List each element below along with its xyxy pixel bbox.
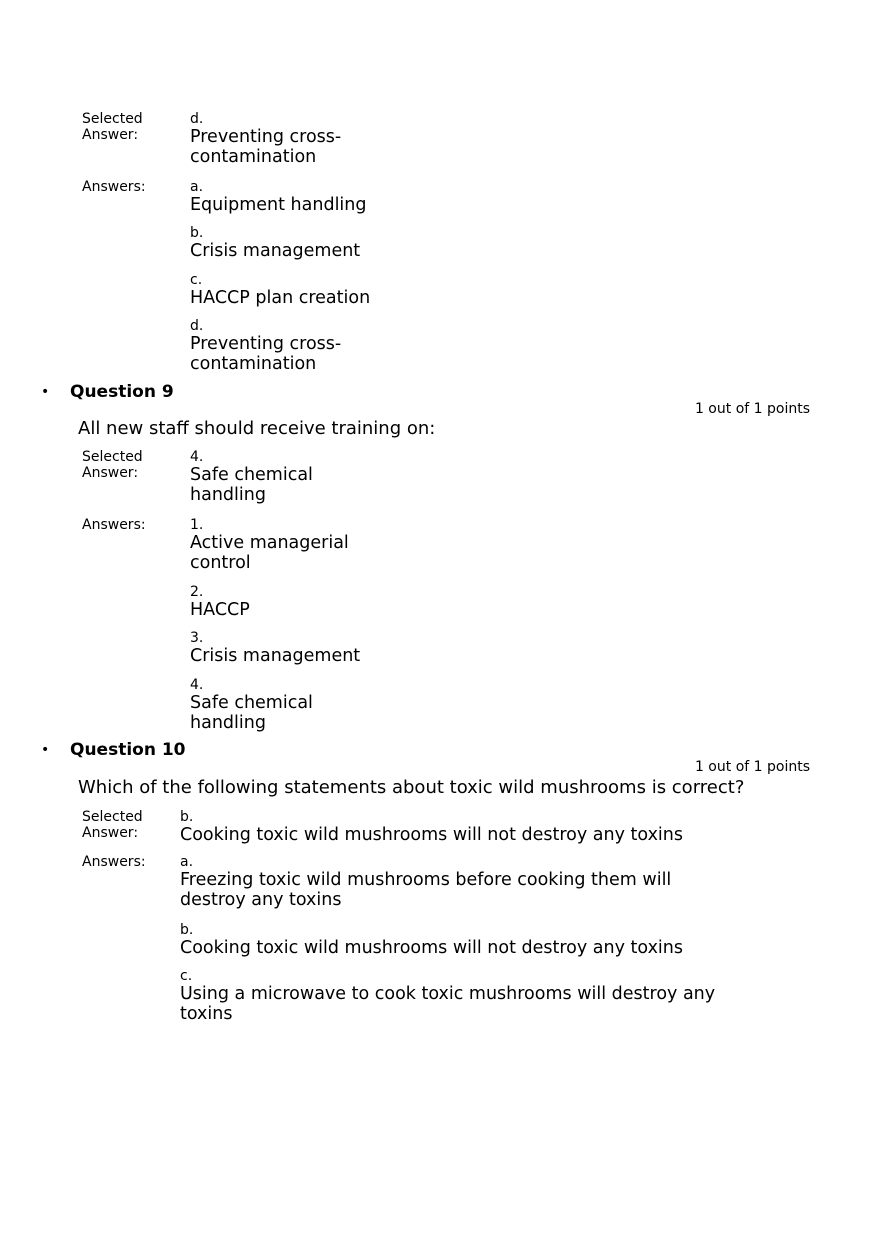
answer-letter: c. xyxy=(190,272,203,288)
answer-letter: 3. xyxy=(190,630,204,646)
answer-option xyxy=(180,854,690,910)
answer-text: HACCP plan creation xyxy=(190,288,371,308)
answer-letter: b. xyxy=(190,225,204,241)
answer-option xyxy=(190,517,360,573)
question-text: Which of the following statements about toxic wild mushrooms is correct? xyxy=(78,777,745,798)
answers-label: Answers: xyxy=(82,517,146,533)
selected-answer-label xyxy=(82,449,143,481)
question-title: Question 9 xyxy=(70,382,174,402)
selected-answer xyxy=(190,449,340,505)
answer-option xyxy=(180,922,740,958)
answer-option xyxy=(180,968,725,1024)
selected-label-line1: Selected xyxy=(82,809,143,825)
answer-text: Crisis management xyxy=(190,646,361,666)
answer-option xyxy=(190,318,380,374)
answer-text: Safe chemical handling xyxy=(190,693,313,733)
answer-letter: 2. xyxy=(190,584,204,600)
answer-letter: a. xyxy=(180,854,194,870)
selected-label-line1: Selected xyxy=(82,111,143,127)
bullet-icon: • xyxy=(41,742,50,758)
answer-letter: d. xyxy=(190,111,204,127)
answer-text: Using a microwave to cook toxic mushrooms will destroy any toxins xyxy=(180,984,716,1024)
answer-text: Crisis management xyxy=(190,241,361,261)
answer-text: HACCP xyxy=(190,600,250,620)
answer-option xyxy=(190,272,380,308)
answer-letter: 4. xyxy=(190,677,204,693)
answer-text: Preventing cross-contamination xyxy=(190,127,342,167)
selected-answer-label xyxy=(82,809,143,841)
answer-letter: d. xyxy=(190,318,204,334)
answer-text: Cooking toxic wild mushrooms will not destroy any toxins xyxy=(180,825,683,845)
answer-option xyxy=(190,584,380,620)
answer-text: Active managerial control xyxy=(190,533,349,573)
answer-text: Equipment handling xyxy=(190,195,367,215)
answer-letter: 4. xyxy=(190,449,204,465)
answer-option xyxy=(190,677,340,733)
answer-letter: b. xyxy=(180,922,194,938)
selected-label-line2: Answer: xyxy=(82,465,139,481)
answer-option xyxy=(190,179,380,215)
answer-letter: c. xyxy=(180,968,193,984)
selected-answer-label xyxy=(82,111,143,143)
answer-text: Safe chemical handling xyxy=(190,465,313,505)
question-title: Question 10 xyxy=(70,740,186,760)
answers-label: Answers: xyxy=(82,179,146,195)
answer-text: Freezing toxic wild mushrooms before cooking them will destroy any toxins xyxy=(180,870,672,910)
answer-text: Cooking toxic wild mushrooms will not destroy any toxins xyxy=(180,938,683,958)
answer-option xyxy=(190,225,380,261)
answer-option xyxy=(190,630,380,666)
answer-letter: a. xyxy=(190,179,204,195)
bullet-icon: • xyxy=(41,384,50,400)
question-points: 1 out of 1 points xyxy=(694,759,810,775)
question-points: 1 out of 1 points xyxy=(694,401,810,417)
selected-label-line1: Selected xyxy=(82,449,143,465)
answers-label: Answers: xyxy=(82,854,146,870)
answer-text: Preventing cross-contamination xyxy=(190,334,342,374)
selected-label-line2: Answer: xyxy=(82,825,139,841)
selected-label-line2: Answer: xyxy=(82,127,139,143)
answer-letter: 1. xyxy=(190,517,204,533)
selected-answer xyxy=(180,809,740,845)
question-text: All new staff should receive training on: xyxy=(78,418,436,439)
answer-letter: b. xyxy=(180,809,194,825)
selected-answer xyxy=(190,111,380,167)
